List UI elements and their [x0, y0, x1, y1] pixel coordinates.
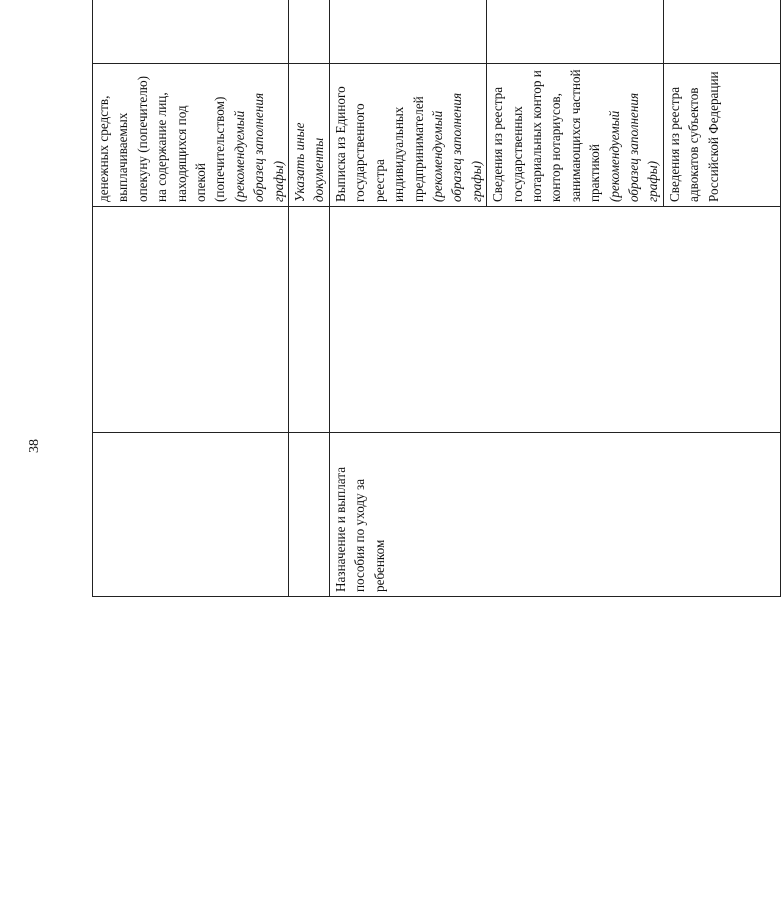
document-cell [329, 64, 486, 207]
documents-table [92, 0, 781, 597]
document-cell [487, 64, 664, 207]
table-row-other-docs [289, 0, 330, 597]
document-cell [663, 64, 780, 207]
document-cell [93, 64, 289, 207]
page-number: 38 [27, 439, 42, 453]
cell-empty [93, 0, 289, 64]
cell-empty [329, 0, 486, 64]
cell-empty [329, 207, 780, 433]
cell-empty [289, 207, 330, 433]
service-cell-empty [93, 433, 289, 597]
cell-empty [663, 0, 780, 64]
cell-empty [93, 207, 289, 433]
document-note: (рекомендуемый образец заполнения графы) [231, 92, 286, 202]
document-note: (рекомендуемый образец заполнения графы) [606, 92, 661, 202]
service-cell-empty [289, 433, 330, 597]
table-row-continuation [93, 0, 289, 597]
document-text: денежных средств, выплачиваемых опекуну (попечителю) на содержание лиц, находящихся под опекой (попечительством) [96, 75, 228, 202]
table-rotator [92, 0, 721, 597]
table-row-child-allowance [329, 0, 486, 597]
document-text: Выписка из Единого государственного реестра индивидуальных предпринимателей [332, 86, 426, 202]
document-text: Сведения из реестра государственных нотариальных контор и контор нотариусов, занимающихся частной практикой [490, 69, 603, 202]
service-name-cell: Назначение и выплата пособия по уходу за ребенком [329, 433, 780, 597]
rotated-table-area [92, 53, 721, 849]
document-note: (рекомендуемый образец заполнения графы) [429, 92, 484, 202]
cell-empty [487, 0, 664, 64]
document-text: Сведения из реестра адвокатов субъектов Российской Федерации [666, 71, 721, 202]
cell-empty [289, 0, 330, 64]
other-documents-text: Указать иные документы [289, 64, 330, 207]
